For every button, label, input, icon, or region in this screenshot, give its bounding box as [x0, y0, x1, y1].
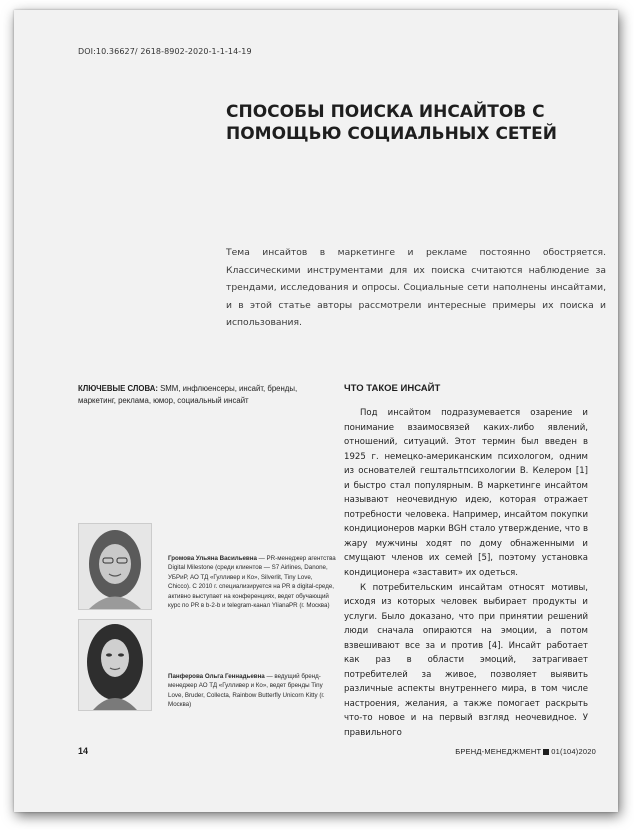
- author-text-gromova: — PR-менеджер агентства Digital Milestone (среди клиентов — S7 Airlines, Danone, УБРиР, АО ТД «Гулливер и Ко», Silverlit, Tiny Love, Chicco). С 2010 г. специализируется на PR в digital-среде, активно выступает на конференциях, ведет обучающий курс по PR в b-2-b и telegram-канал YlianaPR (г. Москва): [168, 555, 336, 610]
- body-paragraph: К потребительским инсайтам относят мотивы, исходя из которых человек выбирает продукты и услуги. Было доказано, что при принятии решений люди сначала опираются на эмоции, а потом взвешивают все за и против [4]. Инсайт работает как раз в области эмоций, затрагивает потребителей за живое, позволяет выявить различные аспекты внутреннего мира, в том числе настроения, желания, а также помогает раскрыть что-то новое и на первый взгляд неочевидное. У правильного: [344, 582, 588, 739]
- doi: DOI:10.36627/ 2618-8902-2020-1-1-14-19: [78, 47, 252, 56]
- page-number: 14: [78, 746, 89, 756]
- author-bio-gromova: [168, 554, 336, 610]
- journal-footer: [455, 747, 596, 756]
- keywords: [78, 383, 330, 406]
- author-bio-panferova: [168, 672, 336, 710]
- journal-issue: 01(104)2020: [551, 747, 596, 756]
- section-heading: ЧТО ТАКОЕ ИНСАЙТ: [344, 383, 441, 394]
- author-text-panferova: — ведущий бренд-менеджер АО ТД «Гулливер и Ко», ведет бренды Tiny Love, Bruder, Collecta, Rainbow Butterfly Unicorn Kitty (г. Москва): [168, 673, 325, 709]
- square-separator-icon: [543, 749, 549, 755]
- author-photo-panferova: [78, 619, 152, 711]
- section-body: [344, 406, 588, 741]
- article-title: СПОСОБЫ ПОИСКА ИНСАЙТОВ С ПОМОЩЬЮ СОЦИАЛЬНЫХ СЕТЕЙ: [226, 102, 557, 144]
- keywords-text: SMM, инфлюенсеры, инсайт, бренды, маркетинг, реклама, юмор, социальный инсайт: [78, 384, 298, 405]
- keywords-label: КЛЮЧЕВЫЕ СЛОВА:: [78, 384, 158, 393]
- body-paragraph: Под инсайтом подразумевается озарение и понимание взаимосвязей каких-либо явлений, отношений, ситуаций. Этот термин был введен в 1925 г. немецко-американским психологом, одним из основателей гештальтпсихологии В. Келером [1] и быстро стал популярным. В маркетинге инсайтом называют неочевидную идею, которая отражает потребности человека. Например, инсайтом покупки кондиционеров марки BGH стало утверждение, что в жару мужчины ходят по дому обнаженными и смущают членов их семей [5], поэтому установка кондиционера «заставит» их одеться.: [344, 408, 588, 579]
- author-photo-gromova: [78, 523, 152, 610]
- author-name-gromova: Громова Ульяна Васильевна: [168, 555, 257, 562]
- journal-name: БРЕНД-МЕНЕДЖМЕНТ: [455, 747, 542, 756]
- author-name-panferova: Панферова Ольга Геннадьевна: [168, 673, 265, 680]
- article-page: [14, 10, 618, 812]
- abstract: Тема инсайтов в маркетинге и рекламе постоянно обостряется. Классическими инструментами для их поиска считаются наблюдение за трендами, исследования и опросы. Социальные сети наполнены инсайтами, и в этой статье авторы рассмотрели интересные примеры их поиска и использования.: [226, 247, 606, 329]
